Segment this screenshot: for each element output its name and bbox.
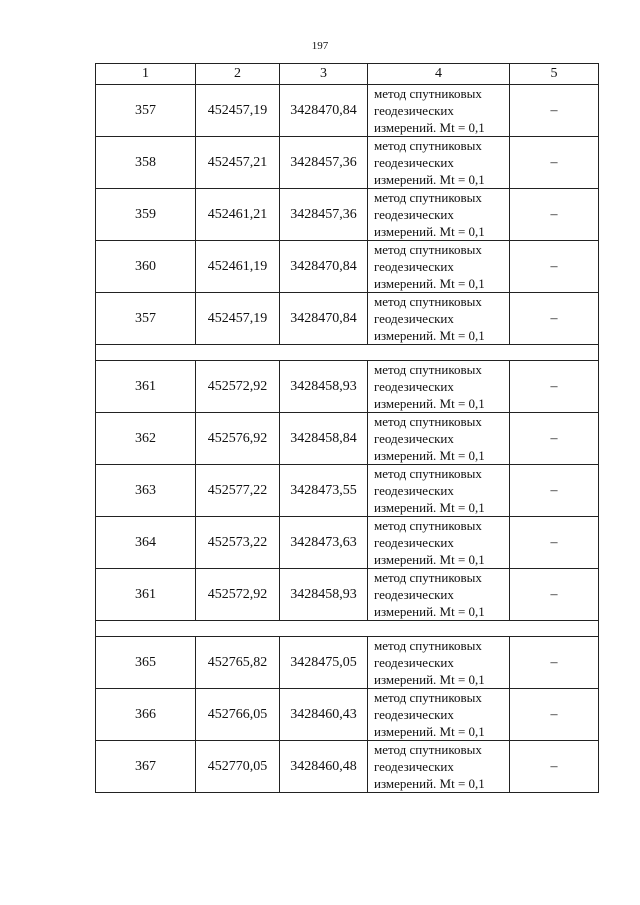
method-cell [368,361,510,413]
note-cell: – [510,293,599,345]
method-text-line: измерений. Mt = 0,1 [374,500,485,515]
method-text-line: геодезических [374,535,454,550]
coord-y-cell: 3428457,36 [280,189,368,241]
table-row [96,569,599,621]
table-row [96,517,599,569]
coord-x-cell: 452457,19 [196,293,280,345]
method-text-line: геодезических [374,103,454,118]
table-row [96,465,599,517]
method-cell [368,85,510,137]
point-number-cell: 358 [96,137,196,189]
method-cell [368,465,510,517]
method-cell [368,189,510,241]
table-row [96,137,599,189]
method-cell [368,741,510,793]
coord-y-cell: 3428470,84 [280,241,368,293]
method-text-line: измерений. Mt = 0,1 [374,120,485,135]
coord-y-cell: 3428458,93 [280,361,368,413]
method-text-line: геодезических [374,259,454,274]
coord-x-cell: 452770,05 [196,741,280,793]
table-row [96,413,599,465]
note-cell: – [510,361,599,413]
method-cell [368,413,510,465]
header-col-1: 1 [96,64,196,85]
coord-y-cell: 3428473,55 [280,465,368,517]
header-col-4: 4 [368,64,510,85]
method-text-line: измерений. Mt = 0,1 [374,724,485,739]
note-cell: – [510,137,599,189]
method-cell [368,569,510,621]
coord-y-cell: 3428470,84 [280,293,368,345]
table-row [96,689,599,741]
method-text-line: метод спутниковых [374,362,482,377]
note-cell: – [510,569,599,621]
method-cell [368,137,510,189]
table-row [96,637,599,689]
method-text-line: геодезических [374,431,454,446]
method-text-line: геодезических [374,483,454,498]
point-number-cell: 367 [96,741,196,793]
method-text-line: метод спутниковых [374,86,482,101]
coord-x-cell: 452461,21 [196,189,280,241]
method-text-line: метод спутниковых [374,690,482,705]
coord-y-cell: 3428460,43 [280,689,368,741]
point-number-cell: 365 [96,637,196,689]
method-text-line: измерений. Mt = 0,1 [374,224,485,239]
group-separator-row [96,345,599,361]
point-number-cell: 357 [96,85,196,137]
method-text-line: геодезических [374,155,454,170]
method-cell [368,241,510,293]
group-separator-cell [96,621,599,637]
table-row [96,293,599,345]
method-text-line: метод спутниковых [374,414,482,429]
coord-x-cell: 452765,82 [196,637,280,689]
method-text-line: геодезических [374,655,454,670]
header-col-5: 5 [510,64,599,85]
coord-y-cell: 3428473,63 [280,517,368,569]
note-cell: – [510,241,599,293]
method-text-line: измерений. Mt = 0,1 [374,448,485,463]
coord-y-cell: 3428458,84 [280,413,368,465]
method-text-line: измерений. Mt = 0,1 [374,396,485,411]
point-number-cell: 359 [96,189,196,241]
page-number: 197 [311,40,329,52]
coordinates-table [95,63,599,793]
note-cell: – [510,517,599,569]
method-text-line: метод спутниковых [374,138,482,153]
method-text-line: геодезических [374,587,454,602]
table-row [96,741,599,793]
method-text-line: метод спутниковых [374,638,482,653]
note-cell: – [510,413,599,465]
coord-y-cell: 3428470,84 [280,85,368,137]
method-text-line: метод спутниковых [374,518,482,533]
method-text-line: измерений. Mt = 0,1 [374,776,485,791]
method-text-line: измерений. Mt = 0,1 [374,604,485,619]
coord-x-cell: 452766,05 [196,689,280,741]
note-cell: – [510,465,599,517]
note-cell: – [510,689,599,741]
table-header-row [96,64,599,85]
point-number-cell: 361 [96,361,196,413]
coord-y-cell: 3428475,05 [280,637,368,689]
point-number-cell: 363 [96,465,196,517]
point-number-cell: 362 [96,413,196,465]
note-cell: – [510,85,599,137]
coord-x-cell: 452461,19 [196,241,280,293]
note-cell: – [510,637,599,689]
group-separator-cell [96,345,599,361]
coord-x-cell: 452576,92 [196,413,280,465]
coord-x-cell: 452572,92 [196,569,280,621]
note-cell: – [510,741,599,793]
group-separator-row [96,621,599,637]
method-text-line: метод спутниковых [374,570,482,585]
method-cell [368,293,510,345]
point-number-cell: 361 [96,569,196,621]
method-cell [368,517,510,569]
method-text-line: геодезических [374,207,454,222]
coord-x-cell: 452572,92 [196,361,280,413]
coord-x-cell: 452577,22 [196,465,280,517]
table-row [96,85,599,137]
method-text-line: измерений. Mt = 0,1 [374,328,485,343]
header-col-3: 3 [280,64,368,85]
point-number-cell: 366 [96,689,196,741]
method-text-line: измерений. Mt = 0,1 [374,276,485,291]
table-row [96,361,599,413]
table-row [96,189,599,241]
coord-x-cell: 452573,22 [196,517,280,569]
method-text-line: геодезических [374,759,454,774]
method-cell [368,689,510,741]
method-text-line: геодезических [374,707,454,722]
method-cell [368,637,510,689]
note-cell: – [510,189,599,241]
coord-y-cell: 3428457,36 [280,137,368,189]
method-text-line: метод спутниковых [374,294,482,309]
point-number-cell: 357 [96,293,196,345]
table-row [96,241,599,293]
coord-y-cell: 3428458,93 [280,569,368,621]
method-text-line: измерений. Mt = 0,1 [374,172,485,187]
method-text-line: метод спутниковых [374,242,482,257]
point-number-cell: 364 [96,517,196,569]
method-text-line: геодезических [374,379,454,394]
table-body [96,85,599,793]
coord-y-cell: 3428460,48 [280,741,368,793]
method-text-line: измерений. Mt = 0,1 [374,552,485,567]
method-text-line: метод спутниковых [374,742,482,757]
method-text-line: измерений. Mt = 0,1 [374,672,485,687]
method-text-line: геодезических [374,311,454,326]
coord-x-cell: 452457,19 [196,85,280,137]
header-col-2: 2 [196,64,280,85]
method-text-line: метод спутниковых [374,190,482,205]
coord-x-cell: 452457,21 [196,137,280,189]
point-number-cell: 360 [96,241,196,293]
method-text-line: метод спутниковых [374,466,482,481]
